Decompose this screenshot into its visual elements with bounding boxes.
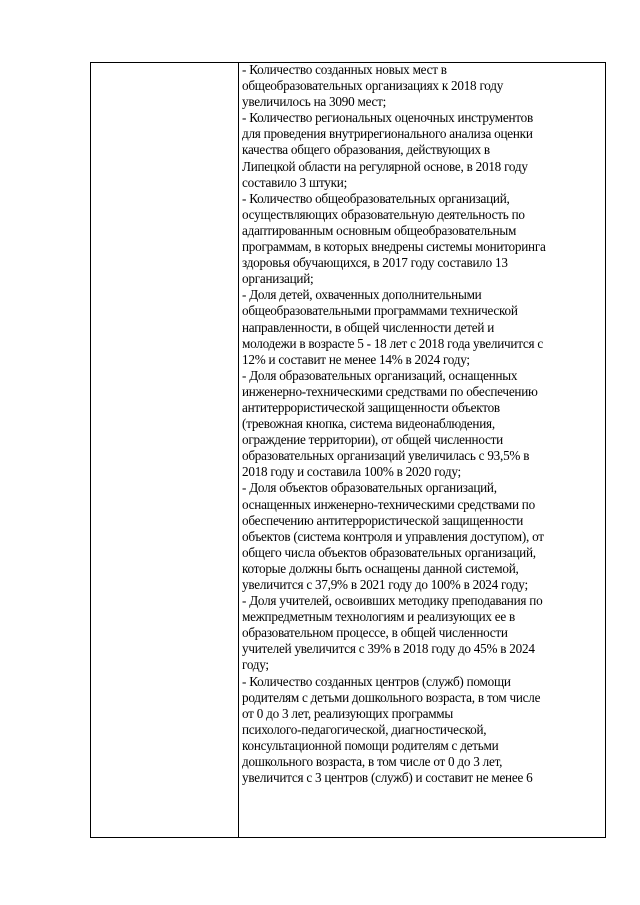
text-line: направленности, в общей численности детей и: [242, 319, 495, 335]
left-table-cell: [91, 63, 238, 837]
text-line: - Количество созданных новых мест в: [242, 62, 447, 77]
text-line: от 0 до 3 лет, реализующих программы: [242, 705, 454, 721]
text-line: родителям с детьми дошкольного возраста, в том числе: [242, 689, 541, 705]
text-line: для проведения внутрирегионального анализа оценки: [242, 126, 533, 142]
column-divider: [238, 62, 239, 838]
text-line: качества общего образования, действующих в: [242, 142, 490, 158]
text-line: адаптированным основным общеобразовательным: [242, 222, 517, 238]
text-line: ограждение территории), от общей численности: [242, 432, 503, 448]
text-line: образовательном процессе, в общей численности: [242, 625, 508, 641]
text-line: общеобразовательных организациях к 2018 году: [242, 78, 504, 94]
text-line: году;: [242, 657, 269, 673]
text-line: дошкольного возраста, в том числе от 0 до 3 лет,: [242, 754, 503, 770]
text-line: консультационной помощи родителям с детьми: [242, 737, 499, 753]
text-line: - Доля учителей, освоивших методику преподавания по: [242, 593, 543, 609]
text-line: осуществляющих образовательную деятельность по: [242, 206, 525, 222]
text-line: программам, в которых внедрены системы мониторинга: [242, 239, 546, 255]
text-line: организаций;: [242, 271, 314, 287]
text-line: учителей увеличится с 39% в 2018 году до 45% в 2024: [242, 641, 535, 657]
text-line: - Количество созданных центров (служб) помощи: [242, 673, 511, 689]
text-line: (тревожная кнопка, система видеонаблюдения,: [242, 416, 495, 432]
text-line: общеобразовательными программами технической: [242, 303, 518, 319]
text-line: - Доля детей, охваченных дополнительными: [242, 287, 482, 303]
right-table-cell: [242, 62, 605, 836]
text-line: молодежи в возрасте 5 - 18 лет с 2018 года увеличится с: [242, 335, 543, 351]
text-line: 12% и составит не менее 14% в 2024 году;: [242, 351, 470, 367]
text-line: антитеррористической защищенности объектов: [242, 399, 500, 415]
text-line: - Количество региональных оценочных инструментов: [242, 110, 533, 126]
text-line: составило 3 штуки;: [242, 174, 348, 190]
text-line: обеспечению антитеррористической защищенности: [242, 512, 524, 528]
text-line: психолого-педагогической, диагностической,: [242, 721, 487, 737]
text-line: увеличится с 37,9% в 2021 году до 100% в 2024 году;: [242, 577, 528, 592]
text-line: 2018 году и составила 100% в 2020 году;: [242, 464, 461, 480]
text-line: здоровья обучающихся, в 2017 году составило 13: [242, 255, 508, 271]
text-line: межпредметным технологиям и реализующих ее в: [242, 609, 516, 625]
text-line: - Доля образовательных организаций, оснащенных: [242, 367, 518, 383]
text-line: оснащенных инженерно-техническими средствами по: [242, 496, 535, 512]
text-line: - Доля объектов образовательных организаций,: [242, 480, 497, 496]
text-line: - Количество общеобразовательных организаций,: [242, 190, 510, 206]
text-line: Липецкой области на регулярной основе, в 2018 году: [242, 158, 528, 174]
text-line: которые должны быть оснащены данной системой,: [242, 560, 519, 576]
text-line: объектов (система контроля и управления доступом), от: [242, 528, 544, 544]
text-line: образовательных организаций увеличилась с 93,5% в: [242, 448, 530, 464]
text-line: инженерно-техническими средствами по обеспечению: [242, 383, 538, 399]
text-line: общего числа объектов образовательных организаций,: [242, 544, 536, 560]
text-line: увеличится с 3 центров (служб) и составит не менее 6: [242, 770, 533, 786]
text-line: увеличилось на 3090 мест;: [242, 94, 387, 110]
